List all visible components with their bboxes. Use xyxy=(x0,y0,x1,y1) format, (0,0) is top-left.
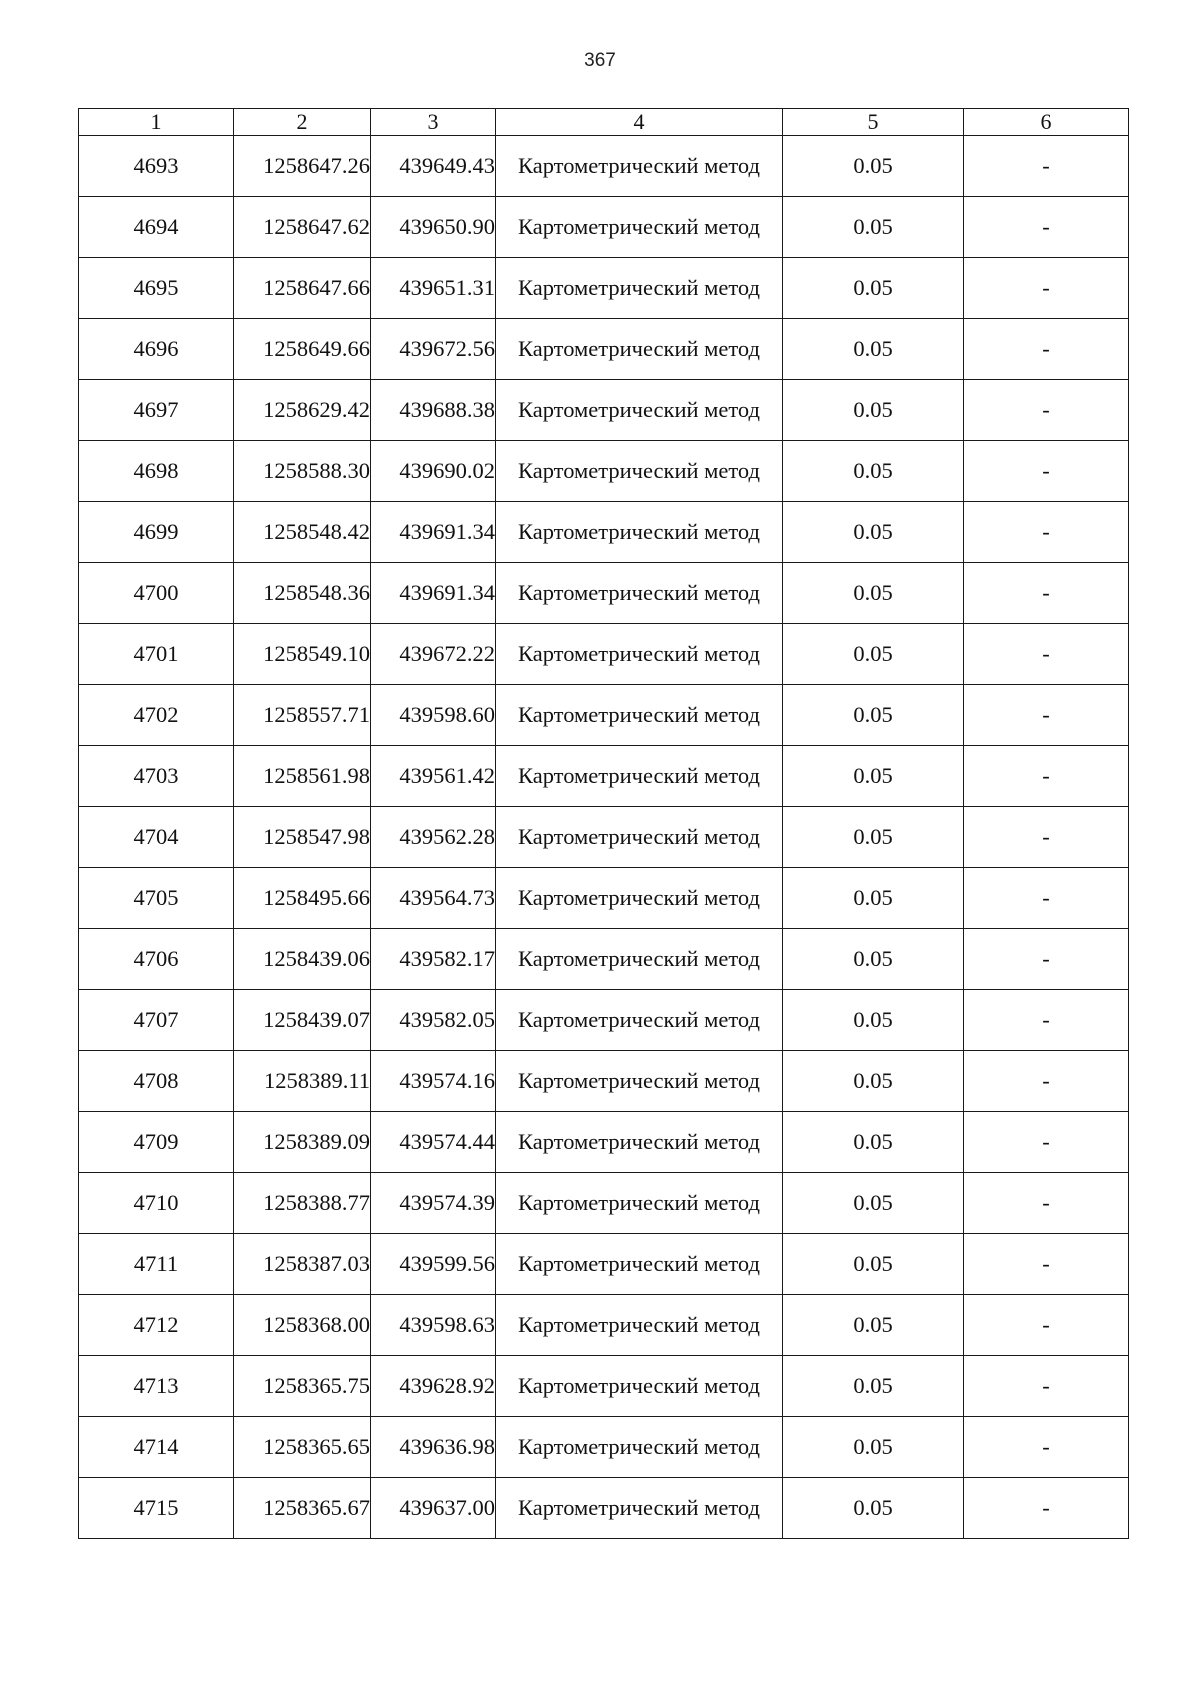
note-cell: - xyxy=(964,1417,1129,1478)
coordinate-y-cell: 439574.16 xyxy=(371,1051,496,1112)
table-row xyxy=(79,1051,1129,1112)
coordinate-x-cell: 1258389.11 xyxy=(234,1051,371,1112)
note-cell: - xyxy=(964,380,1129,441)
page-number: 367 xyxy=(584,50,616,71)
coordinate-y-cell: 439672.56 xyxy=(371,319,496,380)
coordinate-x-cell: 1258365.67 xyxy=(234,1478,371,1539)
table-row xyxy=(79,1234,1129,1295)
coordinate-y-cell: 439628.92 xyxy=(371,1356,496,1417)
method-cell: Картометрический метод xyxy=(496,136,783,197)
point-number-cell: 4713 xyxy=(79,1356,234,1417)
coordinate-y-cell: 439574.44 xyxy=(371,1112,496,1173)
table-row xyxy=(79,685,1129,746)
method-cell: Картометрический метод xyxy=(496,258,783,319)
coordinates-table xyxy=(78,108,1129,1539)
accuracy-cell: 0.05 xyxy=(783,1112,964,1173)
method-cell: Картометрический метод xyxy=(496,1478,783,1539)
coordinate-y-cell: 439599.56 xyxy=(371,1234,496,1295)
coordinate-x-cell: 1258588.30 xyxy=(234,441,371,502)
column-header: 5 xyxy=(783,109,964,136)
note-cell: - xyxy=(964,1295,1129,1356)
table-row xyxy=(79,624,1129,685)
method-cell: Картометрический метод xyxy=(496,624,783,685)
table-row xyxy=(79,136,1129,197)
accuracy-cell: 0.05 xyxy=(783,685,964,746)
coordinate-x-cell: 1258389.09 xyxy=(234,1112,371,1173)
coordinate-x-cell: 1258647.66 xyxy=(234,258,371,319)
table-row xyxy=(79,807,1129,868)
table-row xyxy=(79,929,1129,990)
table-row xyxy=(79,380,1129,441)
method-cell: Картометрический метод xyxy=(496,1356,783,1417)
method-cell: Картометрический метод xyxy=(496,1112,783,1173)
coordinate-x-cell: 1258557.71 xyxy=(234,685,371,746)
method-cell: Картометрический метод xyxy=(496,1295,783,1356)
accuracy-cell: 0.05 xyxy=(783,1173,964,1234)
point-number-cell: 4696 xyxy=(79,319,234,380)
method-cell: Картометрический метод xyxy=(496,441,783,502)
coordinate-y-cell: 439691.34 xyxy=(371,502,496,563)
table-row xyxy=(79,441,1129,502)
point-number-cell: 4703 xyxy=(79,746,234,807)
note-cell: - xyxy=(964,1112,1129,1173)
note-cell: - xyxy=(964,929,1129,990)
point-number-cell: 4695 xyxy=(79,258,234,319)
point-number-cell: 4715 xyxy=(79,1478,234,1539)
coordinate-x-cell: 1258547.98 xyxy=(234,807,371,868)
accuracy-cell: 0.05 xyxy=(783,258,964,319)
coordinate-y-cell: 439582.05 xyxy=(371,990,496,1051)
point-number-cell: 4702 xyxy=(79,685,234,746)
coordinate-y-cell: 439688.38 xyxy=(371,380,496,441)
method-cell: Картометрический метод xyxy=(496,1051,783,1112)
column-header: 1 xyxy=(79,109,234,136)
method-cell: Картометрический метод xyxy=(496,1234,783,1295)
coordinate-y-cell: 439598.60 xyxy=(371,685,496,746)
accuracy-cell: 0.05 xyxy=(783,1356,964,1417)
accuracy-cell: 0.05 xyxy=(783,197,964,258)
coordinate-y-cell: 439691.34 xyxy=(371,563,496,624)
point-number-cell: 4710 xyxy=(79,1173,234,1234)
method-cell: Картометрический метод xyxy=(496,868,783,929)
table-row xyxy=(79,197,1129,258)
note-cell: - xyxy=(964,563,1129,624)
accuracy-cell: 0.05 xyxy=(783,868,964,929)
note-cell: - xyxy=(964,1173,1129,1234)
coordinate-x-cell: 1258365.65 xyxy=(234,1417,371,1478)
coordinate-y-cell: 439561.42 xyxy=(371,746,496,807)
coordinate-x-cell: 1258647.26 xyxy=(234,136,371,197)
point-number-cell: 4712 xyxy=(79,1295,234,1356)
point-number-cell: 4714 xyxy=(79,1417,234,1478)
point-number-cell: 4699 xyxy=(79,502,234,563)
note-cell: - xyxy=(964,319,1129,380)
note-cell: - xyxy=(964,1234,1129,1295)
coordinate-y-cell: 439562.28 xyxy=(371,807,496,868)
point-number-cell: 4693 xyxy=(79,136,234,197)
coordinate-x-cell: 1258649.66 xyxy=(234,319,371,380)
method-cell: Картометрический метод xyxy=(496,990,783,1051)
table-header xyxy=(79,109,1129,136)
accuracy-cell: 0.05 xyxy=(783,380,964,441)
point-number-cell: 4711 xyxy=(79,1234,234,1295)
accuracy-cell: 0.05 xyxy=(783,746,964,807)
coordinate-y-cell: 439574.39 xyxy=(371,1173,496,1234)
table-row xyxy=(79,258,1129,319)
method-cell: Картометрический метод xyxy=(496,380,783,441)
coordinate-y-cell: 439672.22 xyxy=(371,624,496,685)
method-cell: Картометрический метод xyxy=(496,502,783,563)
coordinate-y-cell: 439637.00 xyxy=(371,1478,496,1539)
table-row xyxy=(79,746,1129,807)
note-cell: - xyxy=(964,807,1129,868)
accuracy-cell: 0.05 xyxy=(783,502,964,563)
method-cell: Картометрический метод xyxy=(496,563,783,624)
column-header: 3 xyxy=(371,109,496,136)
accuracy-cell: 0.05 xyxy=(783,563,964,624)
coordinate-x-cell: 1258561.98 xyxy=(234,746,371,807)
method-cell: Картометрический метод xyxy=(496,197,783,258)
header-row xyxy=(79,109,1129,136)
table-body xyxy=(79,136,1129,1539)
table-row xyxy=(79,1295,1129,1356)
point-number-cell: 4709 xyxy=(79,1112,234,1173)
note-cell: - xyxy=(964,136,1129,197)
table-row xyxy=(79,1112,1129,1173)
coordinate-y-cell: 439650.90 xyxy=(371,197,496,258)
accuracy-cell: 0.05 xyxy=(783,1051,964,1112)
method-cell: Картометрический метод xyxy=(496,807,783,868)
note-cell: - xyxy=(964,1356,1129,1417)
coordinate-x-cell: 1258548.42 xyxy=(234,502,371,563)
point-number-cell: 4707 xyxy=(79,990,234,1051)
table-row xyxy=(79,1173,1129,1234)
point-number-cell: 4697 xyxy=(79,380,234,441)
coordinate-x-cell: 1258388.77 xyxy=(234,1173,371,1234)
accuracy-cell: 0.05 xyxy=(783,624,964,685)
table-row xyxy=(79,868,1129,929)
note-cell: - xyxy=(964,441,1129,502)
note-cell: - xyxy=(964,197,1129,258)
coordinate-x-cell: 1258647.62 xyxy=(234,197,371,258)
accuracy-cell: 0.05 xyxy=(783,807,964,868)
coordinate-y-cell: 439690.02 xyxy=(371,441,496,502)
note-cell: - xyxy=(964,990,1129,1051)
point-number-cell: 4704 xyxy=(79,807,234,868)
coordinate-y-cell: 439636.98 xyxy=(371,1417,496,1478)
accuracy-cell: 0.05 xyxy=(783,990,964,1051)
coordinate-x-cell: 1258629.42 xyxy=(234,380,371,441)
point-number-cell: 4698 xyxy=(79,441,234,502)
note-cell: - xyxy=(964,502,1129,563)
accuracy-cell: 0.05 xyxy=(783,136,964,197)
method-cell: Картометрический метод xyxy=(496,319,783,380)
note-cell: - xyxy=(964,1478,1129,1539)
method-cell: Картометрический метод xyxy=(496,746,783,807)
coordinate-x-cell: 1258495.66 xyxy=(234,868,371,929)
coordinate-x-cell: 1258548.36 xyxy=(234,563,371,624)
table-row xyxy=(79,502,1129,563)
table-row xyxy=(79,563,1129,624)
accuracy-cell: 0.05 xyxy=(783,929,964,990)
point-number-cell: 4700 xyxy=(79,563,234,624)
accuracy-cell: 0.05 xyxy=(783,1417,964,1478)
coordinate-y-cell: 439649.43 xyxy=(371,136,496,197)
point-number-cell: 4701 xyxy=(79,624,234,685)
accuracy-cell: 0.05 xyxy=(783,441,964,502)
table-row xyxy=(79,319,1129,380)
method-cell: Картометрический метод xyxy=(496,1173,783,1234)
accuracy-cell: 0.05 xyxy=(783,319,964,380)
table-row xyxy=(79,1356,1129,1417)
coordinate-y-cell: 439582.17 xyxy=(371,929,496,990)
table-row xyxy=(79,1478,1129,1539)
column-header: 4 xyxy=(496,109,783,136)
coordinate-x-cell: 1258387.03 xyxy=(234,1234,371,1295)
method-cell: Картометрический метод xyxy=(496,929,783,990)
table-row xyxy=(79,1417,1129,1478)
table-row xyxy=(79,990,1129,1051)
point-number-cell: 4706 xyxy=(79,929,234,990)
coordinate-x-cell: 1258439.06 xyxy=(234,929,371,990)
note-cell: - xyxy=(964,685,1129,746)
coordinate-x-cell: 1258439.07 xyxy=(234,990,371,1051)
note-cell: - xyxy=(964,1051,1129,1112)
point-number-cell: 4694 xyxy=(79,197,234,258)
coordinate-y-cell: 439564.73 xyxy=(371,868,496,929)
point-number-cell: 4708 xyxy=(79,1051,234,1112)
note-cell: - xyxy=(964,624,1129,685)
column-header: 6 xyxy=(964,109,1129,136)
method-cell: Картометрический метод xyxy=(496,1417,783,1478)
note-cell: - xyxy=(964,868,1129,929)
coordinate-x-cell: 1258365.75 xyxy=(234,1356,371,1417)
note-cell: - xyxy=(964,746,1129,807)
accuracy-cell: 0.05 xyxy=(783,1295,964,1356)
coordinate-x-cell: 1258549.10 xyxy=(234,624,371,685)
coordinate-x-cell: 1258368.00 xyxy=(234,1295,371,1356)
coordinate-y-cell: 439651.31 xyxy=(371,258,496,319)
accuracy-cell: 0.05 xyxy=(783,1234,964,1295)
note-cell: - xyxy=(964,258,1129,319)
point-number-cell: 4705 xyxy=(79,868,234,929)
coordinate-y-cell: 439598.63 xyxy=(371,1295,496,1356)
column-header: 2 xyxy=(234,109,371,136)
method-cell: Картометрический метод xyxy=(496,685,783,746)
accuracy-cell: 0.05 xyxy=(783,1478,964,1539)
